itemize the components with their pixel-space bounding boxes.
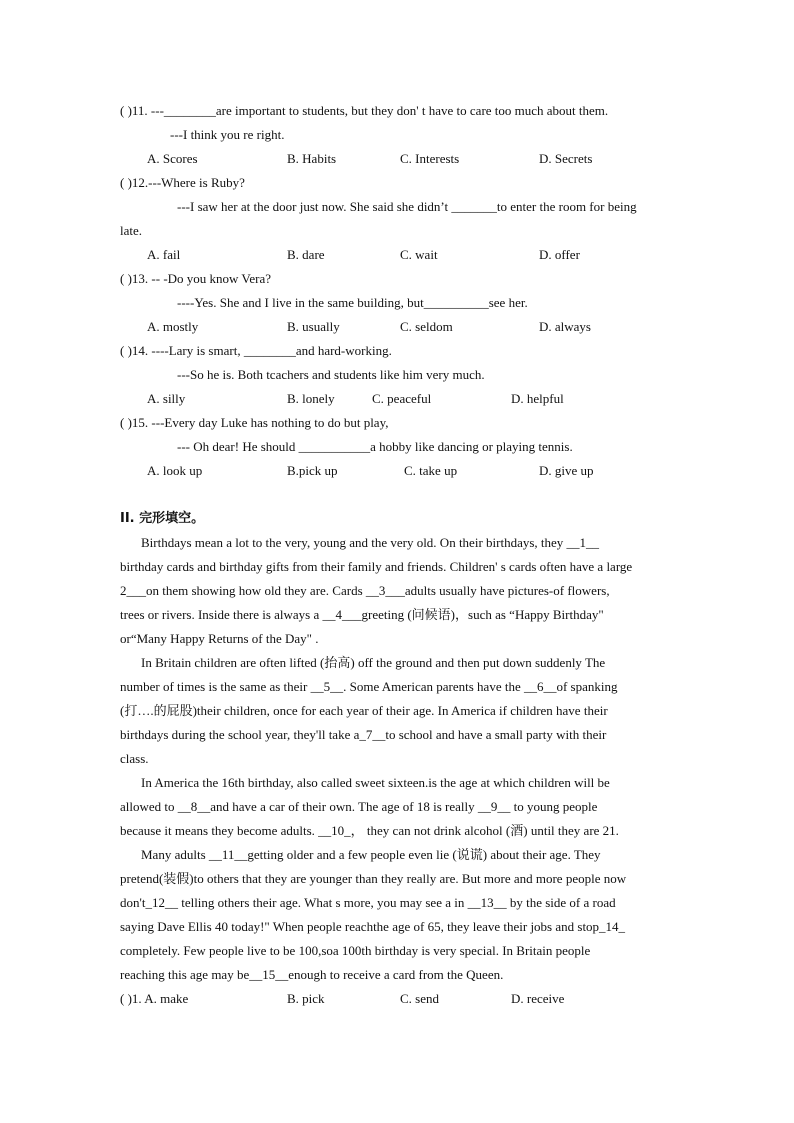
question-13-reply: ----Yes. She and I live in the same building, but__________see her.: [177, 295, 528, 310]
question-13-option-a: A. mostly: [147, 319, 199, 334]
passage-line: don't_12__ telling others their age. What s more, you may see a in __13__ by the side of a road: [120, 895, 616, 910]
passage-line: Many adults __11__getting older and a few people even lie (说谎) about their age. They: [141, 847, 601, 862]
passage-line: birthday cards and birthday gifts from their family and friends. Children' s cards often have a large: [120, 559, 633, 574]
cloze-question-1-stem: ( )1. A. make: [120, 991, 189, 1006]
question-12-option-a: A. fail: [147, 247, 181, 262]
passage-line: In Britain children are often lifted (抬高) off the ground and then put down suddenly The: [141, 655, 606, 670]
question-12-stem: ( )12.---Where is Ruby?: [120, 175, 245, 190]
passage-line: 2___on them showing how old they are. Cards __3___adults usually have pictures-of flowers,: [120, 583, 610, 598]
passage-line: trees or rivers. Inside there is always a __4___greeting (问候语)，such as “Happy Birthday": [120, 607, 604, 622]
question-11-option-a: A. Scores: [147, 151, 198, 166]
question-11-option-c: C. Interests: [400, 151, 460, 166]
passage-line: reaching this age may be__15__enough to receive a card from the Queen.: [120, 967, 504, 982]
question-14-option-a: A. silly: [147, 391, 186, 406]
question-14-stem: ( )14. ----Lary is smart, ________and hard-working.: [120, 343, 392, 358]
question-12-reply-cont: late.: [120, 223, 143, 238]
passage-line: (打….的屁股)their children, once for each year of their age. In America if children have their: [120, 703, 608, 718]
passage-line: completely. Few people live to be 100,soa 100th birthday is very special. In Britain people: [120, 943, 591, 958]
passage-line: pretend(装假)to others that they are younger than they really are. But more and more people now: [120, 871, 627, 886]
question-15-stem: ( )15. ---Every day Luke has nothing to do but play,: [120, 415, 389, 430]
question-15-reply: --- Oh dear! He should ___________a hobby like dancing or playing tennis.: [177, 439, 573, 454]
passage-line: allowed to __8__and have a car of their own. The age of 18 is really __9__ to young people: [120, 799, 598, 814]
question-13-option-d: D. always: [539, 319, 591, 334]
question-14-option-b: B. lonely: [287, 391, 335, 406]
question-11-reply: ---I think you re right.: [170, 127, 285, 142]
question-14-option-c: C. peaceful: [372, 391, 432, 406]
question-12-option-d: D. offer: [539, 247, 580, 262]
question-11-stem: ( )11. ---________are important to students, but they don' t have to care too much about them.: [120, 103, 609, 118]
question-12-option-b: B. dare: [287, 247, 325, 262]
question-15-option-d: D. give up: [539, 463, 594, 478]
question-12-option-c: C. wait: [400, 247, 438, 262]
passage-line: because it means they become adults. __10_， they can not drink alcohol (酒) until they are 21.: [120, 823, 619, 838]
passage-line: Birthdays mean a lot to the very, young and the very old. On their birthdays, they __1__: [141, 535, 600, 550]
question-14-option-d: D. helpful: [511, 391, 564, 406]
passage-line: saying Dave Ellis 40 today!" When people reachthe age of 65, they leave their jobs and stop_14_: [120, 919, 626, 934]
section-2-heading: II. 完形填空。: [120, 511, 205, 526]
question-14-reply: ---So he is. Both tcachers and students like him very much.: [177, 367, 485, 382]
passage-line: class.: [120, 751, 149, 766]
cloze-question-1-option-d: D. receive: [511, 991, 565, 1006]
question-15-option-b: B.pick up: [287, 463, 338, 478]
question-11-option-b: B. Habits: [287, 151, 337, 166]
cloze-question-1-option-c: C. send: [400, 991, 439, 1006]
question-15-option-c: C. take up: [404, 463, 458, 478]
passage-line: In America the 16th birthday, also called sweet sixteen.is the age at which children will be: [141, 775, 610, 790]
cloze-question-1-option-b: B. pick: [287, 991, 325, 1006]
question-11-option-d: D. Secrets: [539, 151, 593, 166]
question-13-stem: ( )13. -- -Do you know Vera?: [120, 271, 272, 286]
question-13-option-b: B. usually: [287, 319, 340, 334]
question-13-option-c: C. seldom: [400, 319, 453, 334]
passage-line: number of times is the same as their __5__. Some American parents have the __6__of spanking: [120, 679, 618, 694]
passage-line: or“Many Happy Returns of the Day" .: [120, 631, 319, 646]
question-12-reply: ---I saw her at the door just now. She said she didn’t _______to enter the room for being: [177, 199, 637, 214]
passage-line: birthdays during the school year, they'll take a_7__to school and have a small party with their: [120, 727, 607, 742]
question-15-option-a: A. look up: [147, 463, 203, 478]
